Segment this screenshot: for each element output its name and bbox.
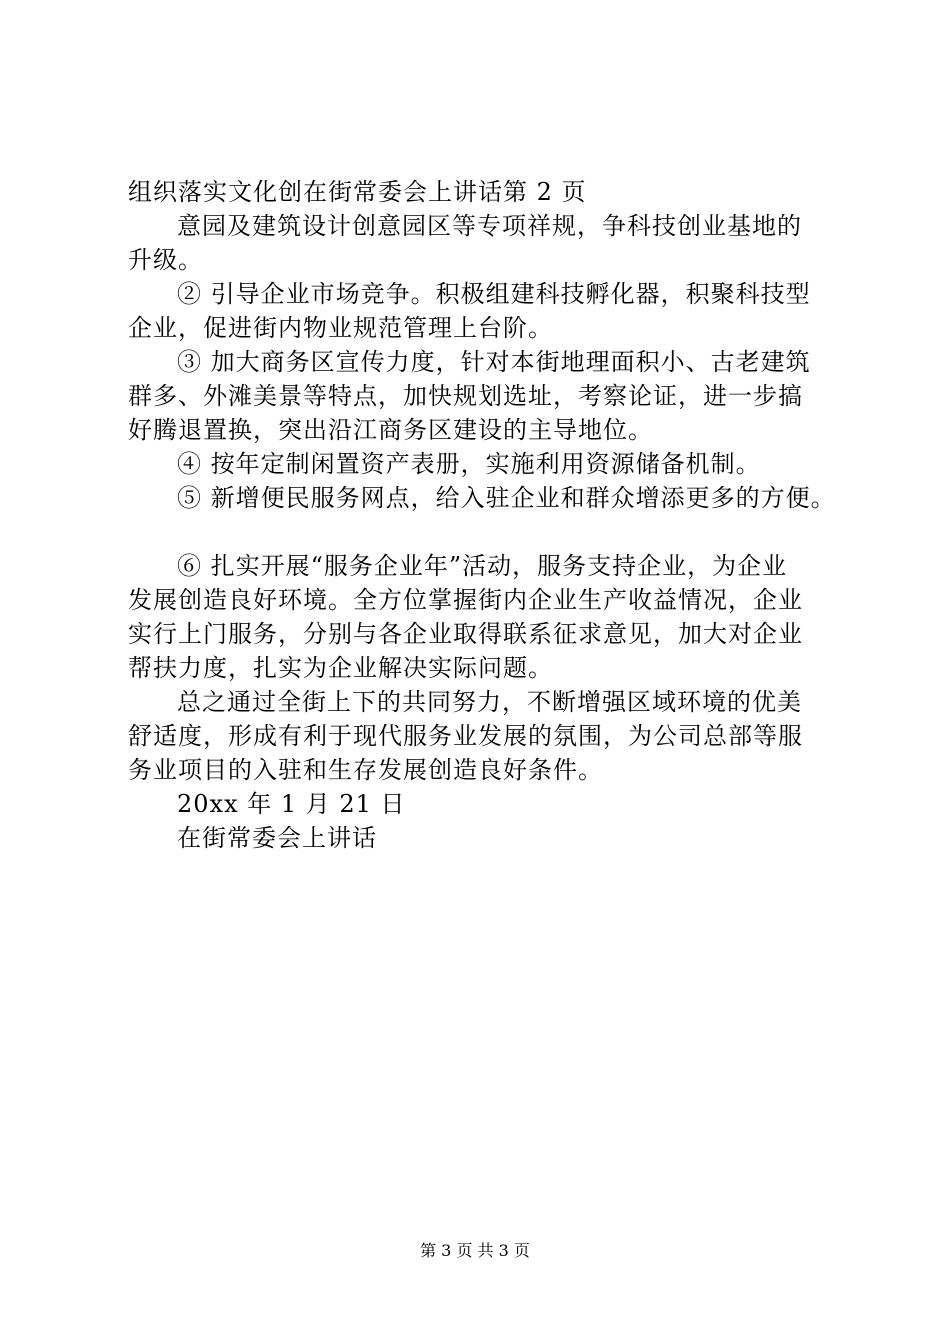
page-footer: 第 3 页 共 3 页 xyxy=(420,1241,530,1260)
document-closing: 在街常委会上讲话 xyxy=(177,824,377,852)
paragraph-line: 务业项目的入驻和生存发展创造良好条件。 xyxy=(128,756,603,784)
paragraph-line: 好腾退置换，突出沿江商务区建设的主导地位。 xyxy=(128,416,653,444)
paragraph-line: 总之通过全街上下的共同努力，不断增强区域环境的优美 xyxy=(177,688,802,716)
paragraph-line: 实行上门服务，分别与各企业取得联系征求意见，加大对企业 xyxy=(128,620,803,648)
paragraph-line: ④ 按年定制闲置资产表册，实施利用资源储备机制。 xyxy=(177,450,761,478)
paragraph-line: 帮扶力度，扎实为企业解决实际问题。 xyxy=(128,654,553,682)
paragraph-line: 发展创造良好环境。全方位掌握街内企业生产收益情况，企业 xyxy=(128,586,803,614)
paragraph-line: 舒适度，形成有利于现代服务业发展的氛围，为公司总部等服 xyxy=(128,722,803,750)
document-body xyxy=(128,175,838,855)
document-title: 组织落实文化创在街常委会上讲话第 2 页 xyxy=(128,178,587,206)
paragraph-line: ⑥ 扎实开展“服务企业年”活动，服务支持企业，为企业 xyxy=(177,552,788,580)
paragraph-line: ② 引导企业市场竞争。积极组建科技孵化器，积聚科技型 xyxy=(177,280,811,308)
paragraph-line: ⑤ 新增便民服务网点，给入驻企业和群众增添更多的方便。 xyxy=(177,484,836,512)
paragraph-line: 企业，促进街内物业规范管理上台阶。 xyxy=(128,314,553,342)
paragraph-line: 意园及建筑设计创意园区等专项祥规，争科技创业基地的 xyxy=(177,212,802,240)
document-date: 20xx 年 1 月 21 日 xyxy=(177,790,406,818)
paragraph-line: 升级。 xyxy=(128,246,203,274)
blank-line xyxy=(128,515,838,549)
paragraph-line: 群多、外滩美景等特点，加快规划选址，考察论证，进一步搞 xyxy=(128,382,803,410)
paragraph-line: ③ 加大商务区宣传力度，针对本街地理面积小、古老建筑 xyxy=(177,348,811,376)
